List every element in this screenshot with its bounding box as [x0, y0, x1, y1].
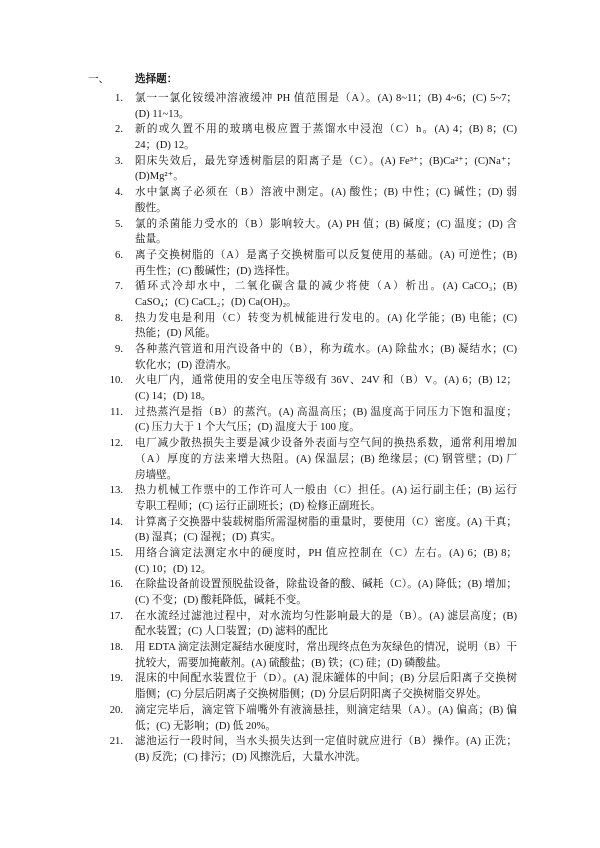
question-body: [135, 640, 517, 671]
question-line: 新的或久置不用的玻璃电极应置于蒸馏水中浸泡（C）h。(A) 4；(B) 8；(C): [135, 124, 517, 136]
question-line: 盐量。: [135, 234, 167, 246]
question-line: 24；(D) 12。: [135, 140, 195, 152]
question-number: 11.: [110, 406, 123, 418]
question-line: 循环式冷却水中，二氧化碳含量的减少将使（A）析出。(A) CaCO₃；(B): [135, 281, 517, 293]
question-body: [135, 217, 517, 248]
question-line: 滤池运行一段时间，当水头损失达到一定值时就应进行（B）操作。(A) 正洗；: [135, 736, 517, 748]
question-line: (D)Mg²⁺。: [135, 171, 184, 183]
question-item: [86, 122, 517, 153]
question-line: 专职工程师；(C) 运行正副班长；(D) 检修正副班长。: [135, 500, 381, 512]
question-item: [86, 185, 517, 216]
question-line: 火电厂内，通常使用的安全电压等级有 36V、24V 和（B）V。(A) 6；(B) 12；: [135, 375, 517, 387]
question-body: [135, 577, 517, 608]
question-line: 用络合滴定法测定水中的硬度时，PH 值应控制在（C）左右。(A) 6；(B) 8；: [135, 547, 517, 559]
question-body: [135, 483, 517, 514]
question-line: 过热蒸汽是指（B）的蒸汽。(A) 高温高压；(B) 温度高于同压力下饱和温度；: [135, 406, 517, 418]
question-body: [135, 154, 517, 185]
question-item: [86, 342, 517, 373]
question-item: [86, 405, 517, 436]
question-line: 用 EDTA 滴定法测定凝结水硬度时，常出现终点色为灰绿色的情况，说明（B）干: [135, 642, 517, 654]
question-line: 在除盐设备前设置预脱盐设备，除盐设备的酸、碱耗（C）。(A) 降低；(B) 增加；: [135, 579, 517, 591]
question-line: 阳床失效后，最先穿透树脂层的阳离子是（C）。(A) Fe³⁺；(B)Ca²⁺；(C)Na⁺；: [135, 155, 517, 167]
question-item: [86, 373, 517, 404]
question-body: [135, 311, 517, 342]
question-number: 8.: [115, 312, 123, 324]
question-line: 低；(C) 无影响；(D) 低 20%。: [135, 720, 276, 732]
question-item: [86, 436, 517, 483]
question-line: CaSO₄；(C) CaCL₂；(D) Ca(OH)₂。: [135, 296, 297, 308]
question-number: 12.: [109, 438, 123, 450]
question-item: [86, 91, 517, 122]
question-line: 热能；(D) 风能。: [135, 328, 216, 340]
question-number: 14.: [109, 516, 123, 528]
question-number: 6.: [115, 249, 123, 261]
question-item: [86, 279, 517, 310]
question-line: 配水装置；(C) 人口装置；(D) 滤料的配比: [135, 626, 329, 638]
question-number: 13.: [109, 485, 123, 497]
question-number: 1.: [115, 93, 123, 104]
question-number: 9.: [115, 344, 123, 355]
question-item: [86, 577, 517, 608]
section-number: 一、: [88, 74, 110, 85]
question-line: 滴定完毕后，滴定管下端嘴外有液滴悬挂，则滴定结果（A）。(A) 偏高；(B) 偏: [135, 704, 517, 716]
question-line: （A）厚度的方法来增大热阻。(A) 保温层；(B) 绝缘层；(C) 钢管壁；(D) 厂: [135, 453, 517, 465]
question-body: [135, 515, 517, 546]
question-line: 氯的杀菌能力受水的（B）影响较大。(A) PH 值；(B) 碱度；(C) 温度；(D) 含: [135, 218, 517, 230]
question-number: 2.: [115, 124, 123, 136]
question-number: 4.: [115, 187, 123, 199]
question-line: (C) 14；(D) 18。: [135, 391, 212, 403]
question-list: [86, 91, 517, 766]
question-line: 水中氯离子必须在（B）溶液中测定。(A) 酸性；(B) 中性；(C) 碱性；(D) 弱: [135, 187, 517, 199]
question-body: [135, 703, 517, 734]
question-line: (D) 11~13。: [135, 108, 190, 120]
question-item: [86, 609, 517, 640]
question-line: 脂侧；(C) 分层后阴离子交换树脂侧；(D) 分层后阴阳离子交换树脂交界处。: [135, 689, 487, 701]
question-line: (C) 10；(D) 12。: [135, 563, 212, 575]
question-item: [86, 154, 517, 185]
question-body: [135, 405, 517, 436]
question-body: [135, 609, 517, 640]
question-item: [86, 217, 517, 248]
question-number: 3.: [115, 155, 123, 167]
question-body: [135, 373, 517, 404]
question-number: 21.: [109, 736, 123, 748]
question-line: 在水流经过滤池过程中，对水流均匀性影响最大的是（B）。(A) 滤层高度；(B): [135, 610, 517, 622]
question-line: 酸性。: [135, 202, 167, 214]
question-body: [135, 91, 517, 122]
question-line: 再生性；(C) 酸碱性；(D) 选择性。: [135, 265, 297, 277]
question-line: 热力发电是利用（C）转变为机械能进行发电的。(A) 化学能；(B) 电能；(C): [135, 312, 517, 324]
question-item: [86, 515, 517, 546]
question-line: 扰较大，需要加掩蔽剂。(A) 硫酸盐；(B) 铁；(C) 硅；(D) 磷酸盐。: [135, 657, 447, 669]
question-line: 氯一一氯化铵缓冲溶液缓冲 PH 值范围是（A）。(A) 8~11；(B) 4~6；(C) 5~7；: [135, 93, 517, 104]
question-line: 各种蒸汽管道和用汽设备中的（B），称为疏水。(A) 除盐水；(B) 凝结水；(C): [135, 344, 517, 355]
question-line: 电厂减少散热损失主要是减少设备外表面与空气间的换热系数，通常利用增加: [135, 438, 517, 450]
question-item: [86, 248, 517, 279]
question-body: [135, 436, 517, 483]
question-item: [86, 483, 517, 514]
question-line: 计算离子交换器中装载树脂所需湿树脂的重量时，要使用（C）密度。(A) 干真；: [135, 516, 517, 528]
question-line: 热力机械工作票中的工作许可人一般由（C）担任。(A) 运行副主任；(B) 运行: [135, 485, 517, 497]
question-number: 5.: [115, 218, 123, 230]
question-number: 18.: [109, 642, 123, 654]
question-body: [135, 342, 517, 373]
question-body: [135, 248, 517, 279]
question-number: 16.: [109, 579, 123, 591]
question-line: (B) 湿真；(C) 湿视；(D) 真实。: [135, 532, 282, 544]
question-item: [86, 311, 517, 342]
question-number: 10.: [109, 375, 123, 387]
question-body: [135, 734, 517, 765]
question-line: 混床的中间配水装置位于（D）。(A) 混床罐体的中间；(B) 分层后阳离子交换树: [135, 673, 517, 685]
question-body: [135, 279, 517, 310]
question-item: [86, 546, 517, 577]
question-line: 软化水；(D) 澄清水。: [135, 359, 238, 371]
question-number: 20.: [109, 704, 123, 716]
question-number: 15.: [109, 547, 123, 559]
question-body: [135, 122, 517, 153]
question-item: [86, 703, 517, 734]
section-heading: [0, 72, 600, 88]
question-line: 离子交换树脂的（A）是离子交换树脂可以反复使用的基础。(A) 可逆性；(B): [135, 249, 517, 261]
question-number: 7.: [115, 281, 123, 293]
question-item: [86, 734, 517, 765]
question-number: 19.: [109, 673, 123, 685]
question-line: (B) 反洗；(C) 排污；(D) 风擦洗后，大量水冲洗。: [135, 751, 366, 763]
question-body: [135, 671, 517, 702]
question-line: (C) 压力大于 1 个大气压；(D) 温度大于 100 度。: [135, 422, 360, 434]
question-number: 17.: [109, 610, 123, 622]
question-line: (C) 不变；(D) 酸耗降低，碱耗不变。: [135, 595, 307, 606]
question-body: [135, 185, 517, 216]
section-title: 选择题：: [135, 74, 178, 85]
question-item: [86, 671, 517, 702]
question-body: [135, 546, 517, 577]
question-item: [86, 640, 517, 671]
question-line: 房墙壁。: [135, 469, 178, 481]
